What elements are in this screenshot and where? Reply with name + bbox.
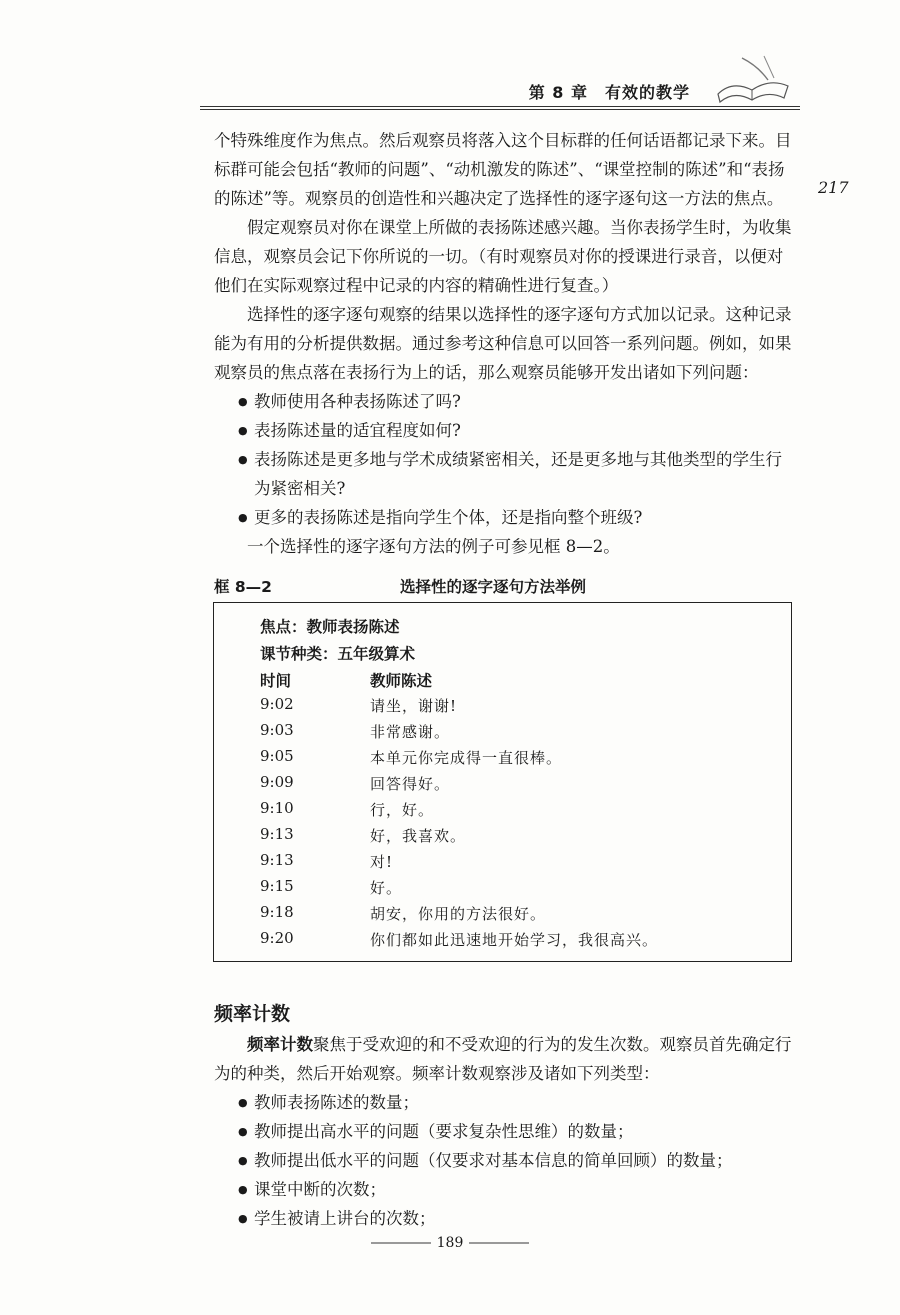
table-row bbox=[214, 695, 791, 721]
table-row bbox=[214, 851, 791, 877]
table-row bbox=[214, 773, 791, 799]
table-row bbox=[214, 747, 791, 773]
row-statement: 非常感谢。 bbox=[370, 723, 451, 741]
row-time: 9:03 bbox=[260, 721, 294, 739]
row-statement: 回答得好。 bbox=[370, 775, 451, 793]
body-text-bottom bbox=[214, 1030, 794, 1233]
table-row bbox=[214, 825, 791, 851]
column-header-statement: 教师陈述 bbox=[370, 672, 433, 690]
row-time: 9:10 bbox=[260, 799, 294, 817]
list-item: ● 教师使用各种表扬陈述了吗? bbox=[214, 387, 794, 416]
box-caption bbox=[214, 575, 794, 601]
reference-line: 一个选择性的逐字逐句方法的例子可参见框 8—2。 bbox=[247, 537, 620, 556]
paragraph-text: 聚焦于受欢迎的和不受欢迎的行为的发生次数。观察员首先确定行为的种类，然后开始观察。频率计数观察涉及诸如下列类型： bbox=[214, 1035, 792, 1083]
section-title: 频率计数 bbox=[214, 1003, 291, 1025]
row-time: 9:18 bbox=[260, 903, 294, 921]
running-header bbox=[200, 78, 800, 106]
paragraph bbox=[214, 1030, 794, 1088]
chapter-title: 第 8 章 有效的教学 bbox=[528, 83, 690, 102]
row-time: 9:05 bbox=[260, 747, 294, 765]
paragraph: 个特殊维度作为焦点。然后观察员将落入这个目标群的任何话语都记录下来。目标群可能会包括“教师的问题”、“动机激发的陈述”、“课堂控制的陈述”和“表扬的陈述”等。观察员的创造性和兴趣决定了选择性的逐字逐句这一方法的焦点。 bbox=[214, 131, 792, 208]
paragraph: 选择性的逐字逐句观察的结果以选择性的逐字逐句方式加以记录。这种记录能为有用的分析提供数据。通过参考这种信息可以回答一系列问题。例如，如果观察员的焦点落在表扬行为上的话，那么观察员能够开发出诸如下列问题： bbox=[214, 305, 792, 382]
row-statement: 好。 bbox=[370, 879, 403, 897]
open-book-icon bbox=[712, 50, 792, 106]
list-item: ● 教师提出高水平的问题（要求复杂性思维）的数量； bbox=[214, 1117, 794, 1146]
row-statement: 行，好。 bbox=[370, 801, 435, 819]
list-item: ● 教师表扬陈述的数量； bbox=[214, 1088, 794, 1117]
example-box bbox=[213, 602, 792, 962]
table-row bbox=[214, 929, 791, 955]
table-row bbox=[214, 903, 791, 929]
list-item: ● 表扬陈述量的适宜程度如何? bbox=[214, 416, 794, 445]
column-header-time: 时间 bbox=[260, 672, 292, 690]
list-item: ● 课堂中断的次数； bbox=[214, 1175, 794, 1204]
box-focus: 焦点：教师表扬陈述 bbox=[260, 618, 400, 636]
row-statement: 你们都如此迅速地开始学习，我很高兴。 bbox=[370, 931, 659, 949]
list-item: ● 更多的表扬陈述是指向学生个体，还是指向整个班级? bbox=[214, 503, 794, 532]
row-time: 9:02 bbox=[260, 695, 294, 713]
question-list bbox=[214, 387, 794, 532]
row-time: 9:15 bbox=[260, 877, 294, 895]
box-title: 选择性的逐字逐句方法举例 bbox=[400, 578, 587, 596]
page-number: 189 bbox=[436, 1235, 464, 1251]
list-item: ● 学生被请上讲台的次数； bbox=[214, 1204, 794, 1233]
row-statement: 胡安，你用的方法很好。 bbox=[370, 905, 547, 923]
list-item: ● 表扬陈述是更多地与学术成绩紧密相关，还是更多地与其他类型的学生行为紧密相关? bbox=[214, 445, 794, 503]
row-statement: 本单元你完成得一直很棒。 bbox=[370, 749, 563, 767]
table-row bbox=[214, 799, 791, 825]
margin-page-number: 217 bbox=[818, 178, 849, 197]
row-time: 9:20 bbox=[260, 929, 294, 947]
row-time: 9:13 bbox=[260, 851, 294, 869]
list-item: ● 教师提出低水平的问题（仅要求对基本信息的简单回顾）的数量； bbox=[214, 1146, 794, 1175]
body-text-top bbox=[214, 126, 794, 561]
frequency-list bbox=[214, 1088, 794, 1233]
row-statement: 对! bbox=[370, 853, 394, 871]
table-row bbox=[214, 721, 791, 747]
row-time: 9:09 bbox=[260, 773, 294, 791]
table-row bbox=[214, 877, 791, 903]
box-class-type: 课节种类：五年级算术 bbox=[260, 645, 416, 663]
box-number: 框 8—2 bbox=[214, 578, 272, 596]
term-bold: 频率计数 bbox=[247, 1035, 313, 1054]
row-statement: 好，我喜欢。 bbox=[370, 827, 467, 845]
row-time: 9:13 bbox=[260, 825, 294, 843]
page-footer bbox=[0, 1235, 900, 1251]
paragraph: 假定观察员对你在课堂上所做的表扬陈述感兴趣。当你表扬学生时，为收集信息，观察员会记下你所说的一切。（有时观察员对你的授课进行录音，以便对他们在实际观察过程中记录的内容的精确性进行复查。） bbox=[214, 218, 792, 295]
row-statement: 请坐，谢谢! bbox=[370, 697, 458, 715]
